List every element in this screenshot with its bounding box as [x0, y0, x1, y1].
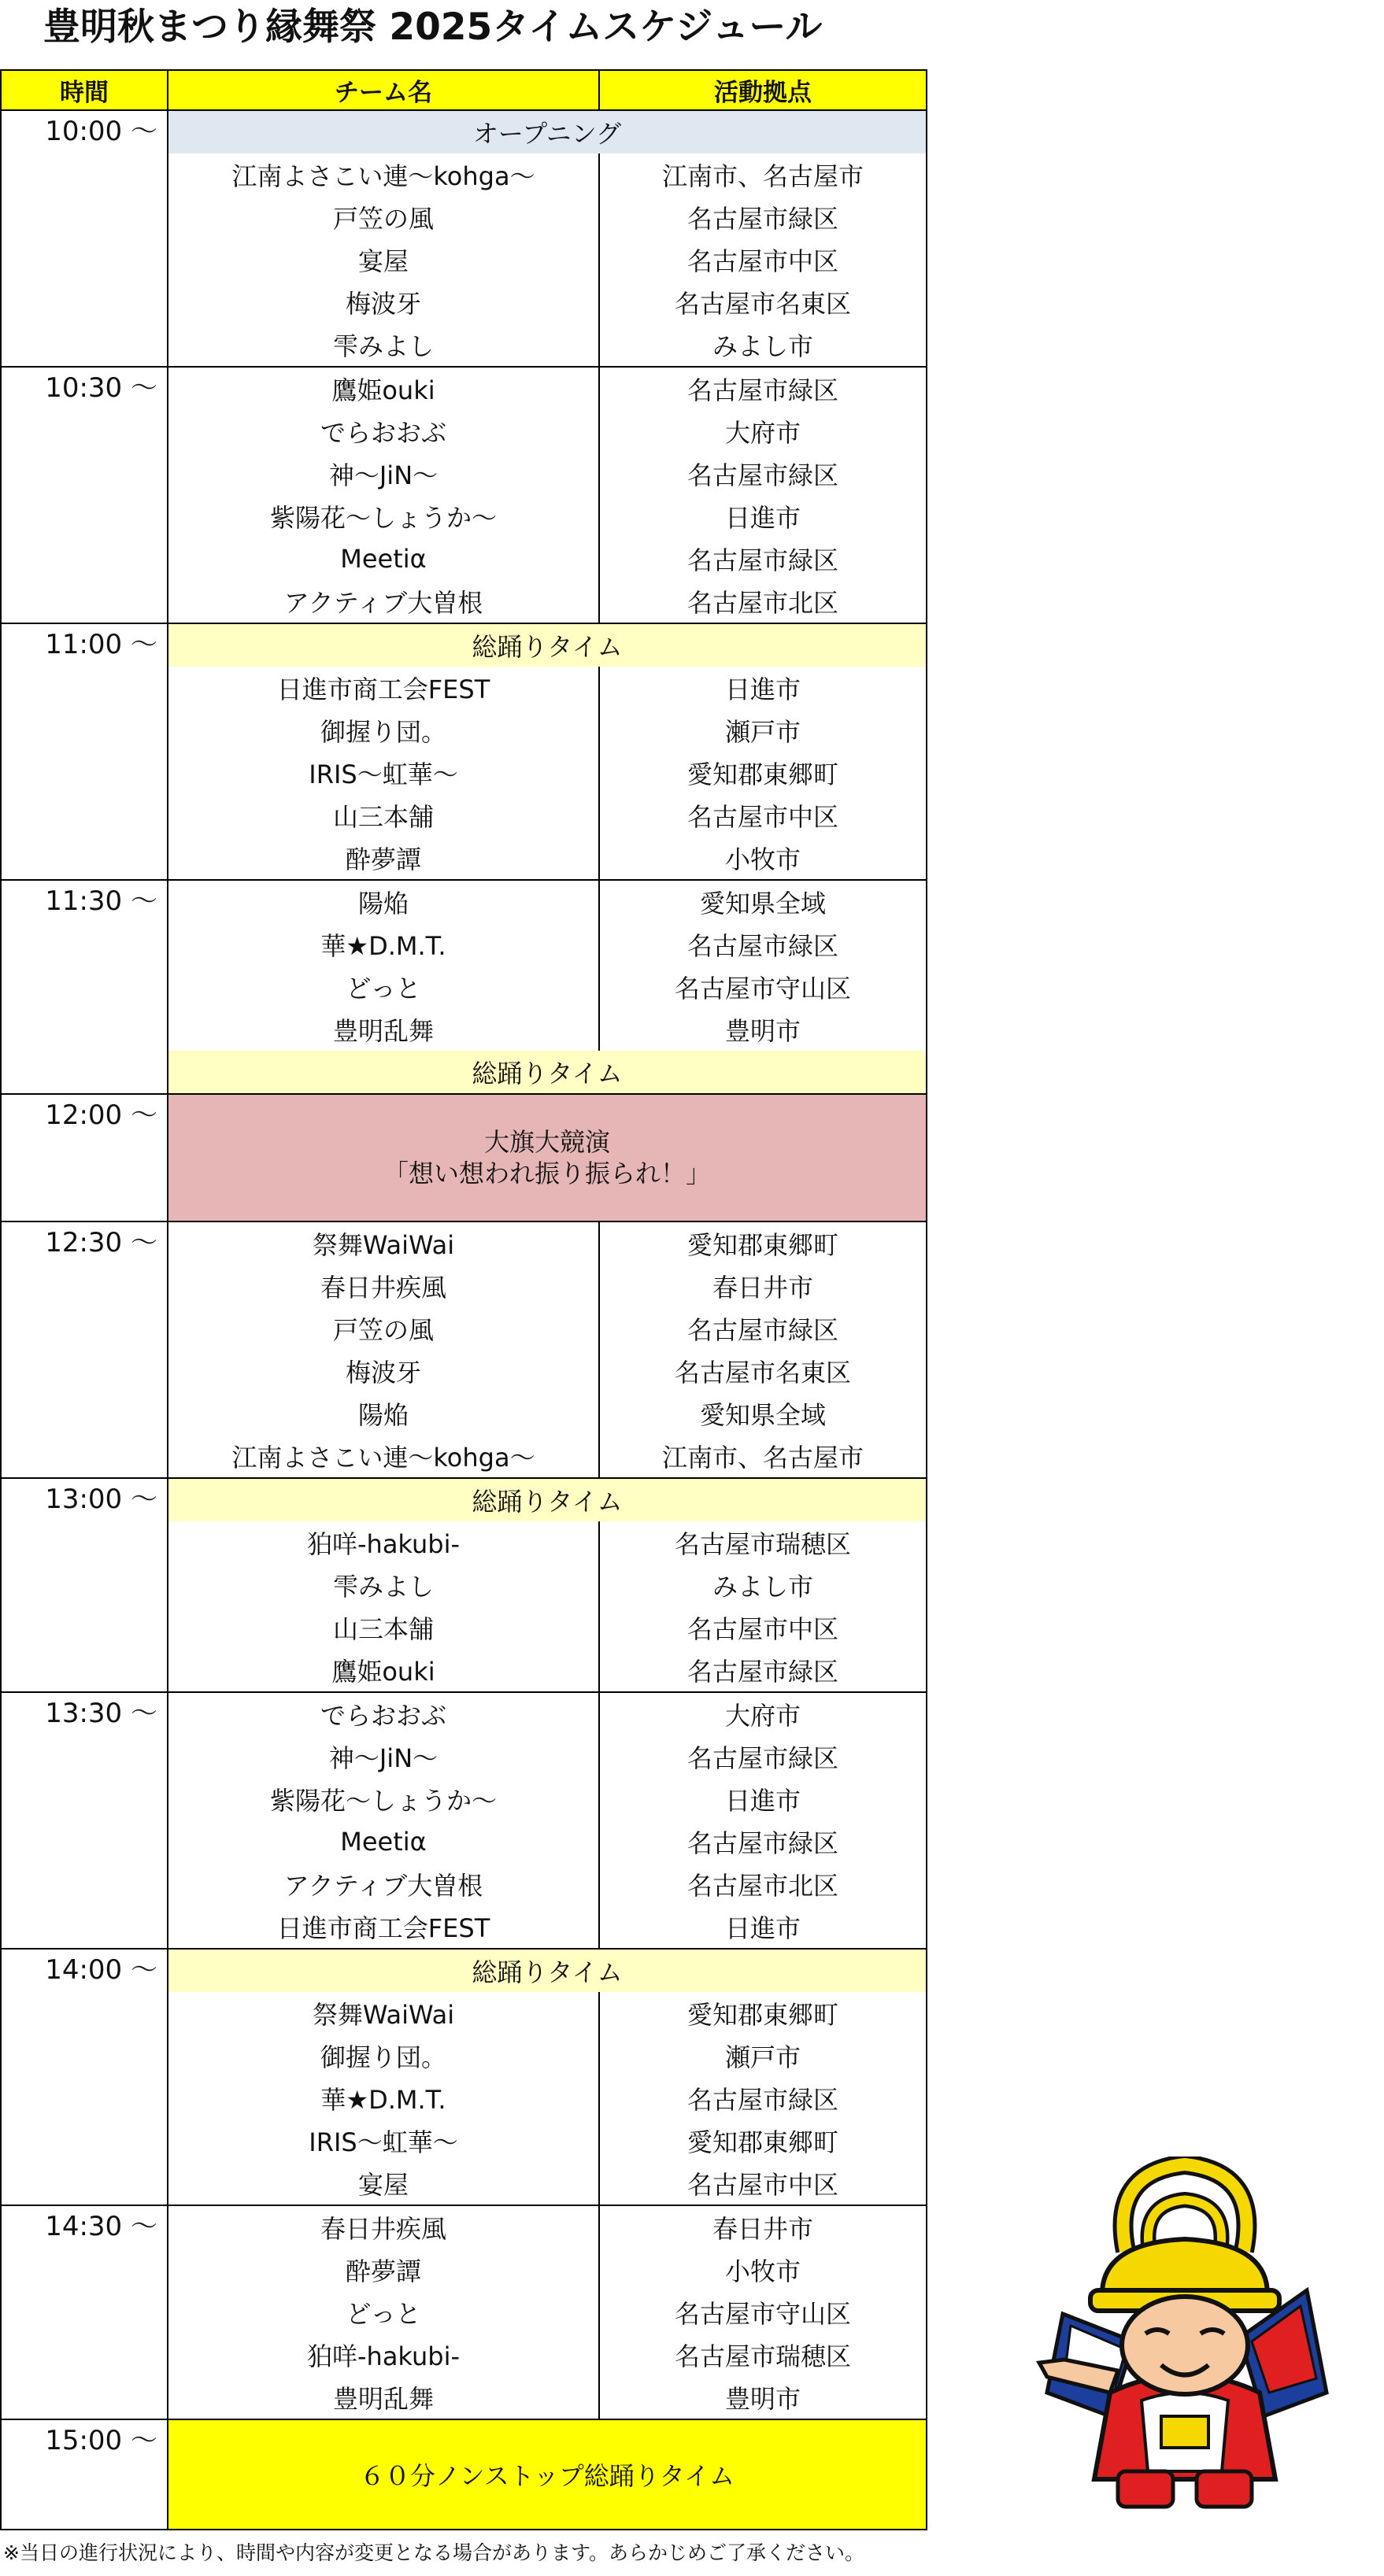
time-slot: 14:30 ～: [1, 2205, 168, 2419]
team-base: 名古屋市緑区: [599, 923, 927, 966]
team-base: 名古屋市緑区: [599, 2077, 927, 2120]
footnote: ※当日の進行状況により、時間や内容が変更となる場合があります。あらかじめご了承ください。: [3, 2541, 864, 2564]
table-row: [1, 880, 927, 923]
table-header-row: [1, 70, 927, 110]
time-slot: 15:00 ～: [1, 2419, 168, 2530]
schedule-body: [1, 110, 927, 2530]
team-base: 大府市: [599, 410, 927, 453]
team-base: 愛知郡東郷町: [599, 2120, 927, 2162]
team-base: 名古屋市中区: [599, 2162, 927, 2205]
team-base: 小牧市: [599, 2249, 927, 2291]
team-base: 名古屋市緑区: [599, 1820, 927, 1863]
team-name: どっと: [168, 966, 599, 1008]
team-name: 紫陽花～しょうか～: [168, 1778, 599, 1820]
team-base: 瀬戸市: [599, 709, 927, 752]
team-base: 名古屋市中区: [599, 1606, 927, 1649]
team-name: 狛咩-hakubi-: [168, 1521, 599, 1564]
team-base: 瀬戸市: [599, 2035, 927, 2077]
special-row: [1, 110, 927, 153]
team-name: 陽焔: [168, 1392, 599, 1435]
team-base: 日進市: [599, 1905, 927, 1949]
special-event-dance: 総踊りタイム: [168, 1051, 927, 1094]
team-name: 山三本舗: [168, 794, 599, 837]
team-name: 春日井疾風: [168, 2205, 599, 2249]
team-name: 華★D.M.T.: [168, 923, 599, 966]
team-name: 陽焔: [168, 880, 599, 923]
time-slot: 13:30 ～: [1, 1692, 168, 1949]
time-slot: 11:00 ～: [1, 623, 168, 880]
team-base: 豊明市: [599, 2376, 927, 2419]
team-base: 小牧市: [599, 837, 927, 880]
special-event-line: 大旗大競演: [483, 1127, 610, 1157]
team-base: 名古屋市瑞穂区: [599, 2334, 927, 2376]
time-slot: 10:30 ～: [1, 367, 168, 623]
team-name: 祭舞WaiWai: [168, 1221, 599, 1265]
team-base: 名古屋市北区: [599, 1863, 927, 1905]
table-row: [1, 2205, 927, 2249]
team-name: 戸笠の風: [168, 196, 599, 238]
team-base: みよし市: [599, 1564, 927, 1606]
samurai-mascot-icon: [1016, 2157, 1354, 2519]
time-slot: 12:00 ～: [1, 1094, 168, 1221]
team-name: 日進市商工会FEST: [168, 667, 599, 709]
team-name: 梅波牙: [168, 1350, 599, 1392]
team-base: 名古屋市緑区: [599, 453, 927, 495]
team-name: 鷹姫ouki: [168, 1649, 599, 1692]
team-name: 宴屋: [168, 2162, 599, 2205]
team-base: みよし市: [599, 323, 927, 367]
team-base: 名古屋市守山区: [599, 2291, 927, 2334]
team-base: 名古屋市瑞穂区: [599, 1521, 927, 1564]
team-base: 大府市: [599, 1692, 927, 1735]
team-base: 名古屋市名東区: [599, 281, 927, 323]
special-event-subline: 「想い想われ振り振られ！」: [383, 1159, 711, 1188]
team-base: 愛知郡東郷町: [599, 1221, 927, 1265]
special-event-open: オープニング: [168, 110, 927, 153]
team-base: 名古屋市緑区: [599, 538, 927, 580]
header-team: チーム名: [168, 70, 599, 110]
special-event-dance: 総踊りタイム: [168, 623, 927, 667]
team-base: 名古屋市緑区: [599, 1735, 927, 1778]
team-name: 神～JiN～: [168, 1735, 599, 1778]
team-name: Meetiα: [168, 1820, 599, 1863]
team-base: 名古屋市緑区: [599, 367, 927, 410]
team-name: 江南よさこい連～kohga～: [168, 1435, 599, 1478]
team-name: 神～JiN～: [168, 453, 599, 495]
team-name: 祭舞WaiWai: [168, 1992, 599, 2035]
team-name: アクティブ大曽根: [168, 1863, 599, 1905]
team-name: 豊明乱舞: [168, 1008, 599, 1051]
team-base: 日進市: [599, 1778, 927, 1820]
team-base: 名古屋市緑区: [599, 1649, 927, 1692]
team-name: 鷹姫ouki: [168, 367, 599, 410]
team-name: 宴屋: [168, 238, 599, 281]
team-name: 雫みよし: [168, 323, 599, 367]
special-event-flag: [168, 1094, 927, 1221]
team-base: 名古屋市名東区: [599, 1350, 927, 1392]
table-row: [1, 367, 927, 410]
team-name: 雫みよし: [168, 1564, 599, 1606]
time-slot: 12:30 ～: [1, 1221, 168, 1478]
header-base: 活動拠点: [599, 70, 927, 110]
team-name: 酔夢譚: [168, 2249, 599, 2291]
team-name: でらおおぶ: [168, 410, 599, 453]
page-title: 豊明秋まつり縁舞祭 2025タイムスケジュール: [43, 6, 823, 49]
special-row: [1, 1094, 927, 1221]
team-name: IRIS～虹華～: [168, 2120, 599, 2162]
team-name: 日進市商工会FEST: [168, 1905, 599, 1949]
team-name: IRIS～虹華～: [168, 752, 599, 794]
team-name: 江南よさこい連～kohga～: [168, 153, 599, 196]
time-slot: 10:00 ～: [1, 110, 168, 367]
special-event-dance: 総踊りタイム: [168, 1949, 927, 1992]
special-row: [1, 623, 927, 667]
special-event-dance: 総踊りタイム: [168, 1478, 927, 1521]
team-base: 日進市: [599, 667, 927, 709]
team-base: 愛知郡東郷町: [599, 752, 927, 794]
team-base: 愛知県全域: [599, 1392, 927, 1435]
team-name: アクティブ大曽根: [168, 580, 599, 623]
team-base: 名古屋市緑区: [599, 1307, 927, 1350]
team-base: 江南市、名古屋市: [599, 1435, 927, 1478]
team-name: どっと: [168, 2291, 599, 2334]
special-event-final: ６０分ノンストップ総踊りタイム: [168, 2419, 927, 2530]
special-row: [1, 1949, 927, 1992]
header-time: 時間: [1, 70, 168, 110]
team-name: 酔夢譚: [168, 837, 599, 880]
team-name: 豊明乱舞: [168, 2376, 599, 2419]
team-name: 御握り団。: [168, 2035, 599, 2077]
team-name: 御握り団。: [168, 709, 599, 752]
team-name: 春日井疾風: [168, 1265, 599, 1307]
team-name: 戸笠の風: [168, 1307, 599, 1350]
team-name: 山三本舗: [168, 1606, 599, 1649]
team-base: 江南市、名古屋市: [599, 153, 927, 196]
team-base: 日進市: [599, 495, 927, 538]
time-slot: 14:00 ～: [1, 1949, 168, 2205]
team-name: 華★D.M.T.: [168, 2077, 599, 2120]
special-row: [1, 1478, 927, 1521]
team-base: 愛知郡東郷町: [599, 1992, 927, 2035]
team-base: 名古屋市守山区: [599, 966, 927, 1008]
team-name: Meetiα: [168, 538, 599, 580]
time-slot: 11:30 ～: [1, 880, 168, 1094]
table-row: [1, 1692, 927, 1735]
team-base: 春日井市: [599, 2205, 927, 2249]
team-base: 名古屋市北区: [599, 580, 927, 623]
team-name: 狛咩-hakubi-: [168, 2334, 599, 2376]
team-name: 紫陽花～しょうか～: [168, 495, 599, 538]
team-base: 春日井市: [599, 1265, 927, 1307]
team-base: 名古屋市中区: [599, 794, 927, 837]
team-base: 豊明市: [599, 1008, 927, 1051]
table-row: [1, 1221, 927, 1265]
team-name: 梅波牙: [168, 281, 599, 323]
team-base: 愛知県全域: [599, 880, 927, 923]
schedule-table: [0, 69, 927, 2530]
team-name: でらおおぶ: [168, 1692, 599, 1735]
special-row: [1, 2419, 927, 2530]
team-base: 名古屋市緑区: [599, 196, 927, 238]
team-base: 名古屋市中区: [599, 238, 927, 281]
time-slot: 13:00 ～: [1, 1478, 168, 1692]
